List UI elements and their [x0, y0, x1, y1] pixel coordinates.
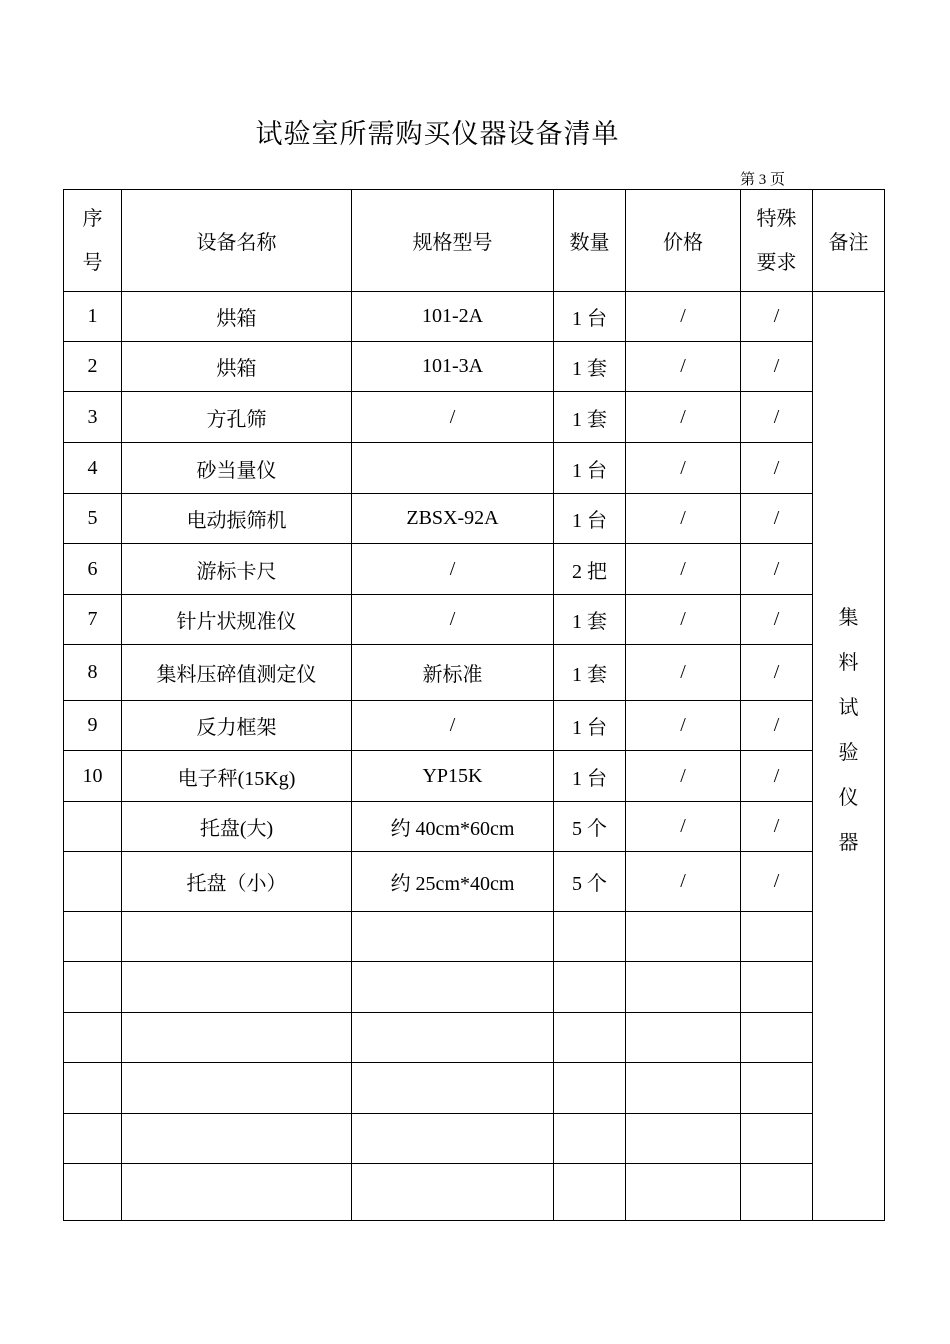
remark-char: 仪: [838, 787, 859, 809]
cell-seq: [64, 962, 122, 1013]
cell-model: [352, 1013, 554, 1063]
cell-special: /: [741, 544, 813, 595]
cell-price: [626, 1063, 741, 1114]
table-row: [64, 595, 885, 645]
cell-qty: 1 台: [554, 494, 626, 544]
cell-qty: 5 个: [554, 802, 626, 852]
cell-model: 约 25cm*40cm: [352, 852, 554, 912]
header-seq: 序 号: [64, 190, 122, 292]
cell-model: /: [352, 544, 554, 595]
cell-price: [626, 1013, 741, 1063]
remark-char: 集: [838, 607, 859, 629]
cell-qty: [554, 1164, 626, 1221]
header-model: 规格型号: [352, 190, 554, 292]
cell-price: /: [626, 595, 741, 645]
cell-seq: [64, 912, 122, 962]
table-row: [64, 443, 885, 494]
cell-name: [122, 1013, 352, 1063]
remark-char: 器: [838, 832, 859, 854]
table-row: [64, 701, 885, 751]
cell-special: /: [741, 342, 813, 392]
cell-qty: 1 套: [554, 342, 626, 392]
table-row: [64, 392, 885, 443]
cell-qty: 1 台: [554, 292, 626, 342]
cell-model: [352, 1114, 554, 1164]
cell-model: 新标准: [352, 645, 554, 701]
cell-special: /: [741, 701, 813, 751]
cell-seq: [64, 802, 122, 852]
cell-seq: [64, 1063, 122, 1114]
cell-price: /: [626, 802, 741, 852]
cell-special: /: [741, 392, 813, 443]
remark-cell: [813, 292, 885, 1221]
cell-price: [626, 1114, 741, 1164]
cell-name: [122, 1063, 352, 1114]
page-number: 第 3 页: [740, 172, 786, 188]
cell-special: /: [741, 645, 813, 701]
header-qty: 数量: [554, 190, 626, 292]
cell-seq: 6: [64, 544, 122, 595]
equipment-table: [63, 189, 885, 1221]
cell-price: /: [626, 852, 741, 912]
cell-name: [122, 962, 352, 1013]
cell-seq: [64, 1164, 122, 1221]
header-row: [64, 190, 885, 292]
cell-qty: 1 套: [554, 645, 626, 701]
cell-seq: 2: [64, 342, 122, 392]
cell-price: [626, 912, 741, 962]
cell-name: [122, 912, 352, 962]
cell-model: [352, 962, 554, 1013]
cell-price: /: [626, 494, 741, 544]
cell-model: 101-3A: [352, 342, 554, 392]
cell-model: 101-2A: [352, 292, 554, 342]
header-special: 特殊 要求: [741, 190, 813, 292]
cell-price: [626, 962, 741, 1013]
cell-qty: 1 套: [554, 595, 626, 645]
cell-name: 针片状规准仪: [122, 595, 352, 645]
cell-special: /: [741, 595, 813, 645]
table-row: [64, 494, 885, 544]
cell-price: [626, 1164, 741, 1221]
cell-name: 托盘（小）: [122, 852, 352, 912]
cell-qty: [554, 912, 626, 962]
cell-model: YP15K: [352, 751, 554, 802]
table-row: [64, 1164, 885, 1221]
cell-qty: 1 台: [554, 443, 626, 494]
cell-qty: 1 套: [554, 392, 626, 443]
cell-special: /: [741, 292, 813, 342]
cell-price: /: [626, 544, 741, 595]
cell-special: [741, 1013, 813, 1063]
cell-qty: [554, 1013, 626, 1063]
cell-model: /: [352, 392, 554, 443]
cell-seq: 7: [64, 595, 122, 645]
cell-qty: 1 台: [554, 701, 626, 751]
cell-model: [352, 443, 554, 494]
table-row: [64, 645, 885, 701]
cell-qty: 1 台: [554, 751, 626, 802]
remark-char: 试: [838, 697, 859, 719]
cell-special: [741, 1164, 813, 1221]
table-row: [64, 1013, 885, 1063]
document-title: 试验室所需购买仪器设备清单: [255, 119, 620, 149]
cell-seq: [64, 852, 122, 912]
cell-name: 烘箱: [122, 292, 352, 342]
cell-name: 方孔筛: [122, 392, 352, 443]
cell-seq: [64, 1013, 122, 1063]
cell-qty: 2 把: [554, 544, 626, 595]
header-remark: 备注: [813, 190, 885, 292]
header-price: 价格: [626, 190, 741, 292]
cell-special: /: [741, 494, 813, 544]
cell-special: [741, 912, 813, 962]
table-row: [64, 342, 885, 392]
cell-qty: 5 个: [554, 852, 626, 912]
cell-name: 游标卡尺: [122, 544, 352, 595]
cell-name: 反力框架: [122, 701, 352, 751]
cell-special: /: [741, 802, 813, 852]
cell-name: 电子秤(15Kg): [122, 751, 352, 802]
cell-name: 砂当量仪: [122, 443, 352, 494]
table-row: [64, 1114, 885, 1164]
cell-special: [741, 1063, 813, 1114]
cell-price: /: [626, 292, 741, 342]
cell-seq: 5: [64, 494, 122, 544]
table-row: [64, 962, 885, 1013]
cell-name: 电动振筛机: [122, 494, 352, 544]
cell-model: [352, 912, 554, 962]
cell-model: ZBSX-92A: [352, 494, 554, 544]
cell-seq: 10: [64, 751, 122, 802]
cell-name: [122, 1164, 352, 1221]
table-row: [64, 802, 885, 852]
cell-price: /: [626, 751, 741, 802]
remark-char: 料: [838, 652, 859, 674]
cell-name: 烘箱: [122, 342, 352, 392]
cell-price: /: [626, 342, 741, 392]
cell-qty: [554, 1063, 626, 1114]
cell-name: 集料压碎值测定仪: [122, 645, 352, 701]
cell-model: 约 40cm*60cm: [352, 802, 554, 852]
cell-model: [352, 1063, 554, 1114]
table-row: [64, 912, 885, 962]
cell-special: /: [741, 443, 813, 494]
cell-seq: 3: [64, 392, 122, 443]
cell-special: /: [741, 751, 813, 802]
cell-model: /: [352, 595, 554, 645]
cell-seq: 4: [64, 443, 122, 494]
table-row: [64, 751, 885, 802]
cell-name: [122, 1114, 352, 1164]
table-row: [64, 544, 885, 595]
cell-price: /: [626, 701, 741, 751]
cell-seq: 9: [64, 701, 122, 751]
cell-special: [741, 1114, 813, 1164]
cell-special: [741, 962, 813, 1013]
remark-char: 验: [838, 742, 859, 764]
cell-qty: [554, 962, 626, 1013]
cell-price: /: [626, 645, 741, 701]
table-row: [64, 852, 885, 912]
header-name: 设备名称: [122, 190, 352, 292]
cell-seq: [64, 1114, 122, 1164]
cell-price: /: [626, 392, 741, 443]
cell-seq: 1: [64, 292, 122, 342]
table-row: [64, 1063, 885, 1114]
cell-price: /: [626, 443, 741, 494]
cell-seq: 8: [64, 645, 122, 701]
cell-special: /: [741, 852, 813, 912]
table-row: [64, 292, 885, 342]
cell-model: /: [352, 701, 554, 751]
cell-model: [352, 1164, 554, 1221]
cell-name: 托盘(大): [122, 802, 352, 852]
cell-qty: [554, 1114, 626, 1164]
